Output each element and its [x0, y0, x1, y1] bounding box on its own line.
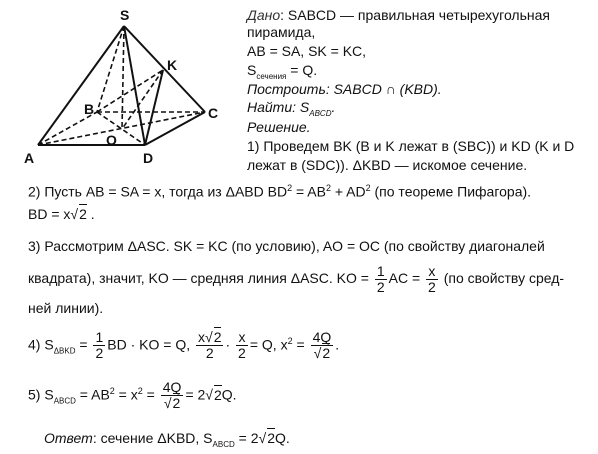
step-2-line-b: BD = x√2 .	[28, 206, 95, 222]
frac-num: 4Q	[162, 379, 182, 396]
find-label: Найти: S	[247, 99, 310, 115]
step-4-sup: 2	[287, 336, 293, 346]
answer-sqrt: 2	[267, 430, 275, 446]
given-title	[247, 7, 550, 23]
frac-den: 2	[95, 345, 104, 362]
step-3-mid: AC =	[388, 270, 421, 286]
label-b: B	[84, 101, 95, 117]
answer-sub: ABCD	[212, 439, 235, 449]
step-3-end: (по свойству сред-	[439, 270, 565, 286]
step-4-eq: =	[75, 336, 88, 353]
step-4-label: 4) S	[28, 336, 54, 353]
step-5-eq2: = 2	[185, 386, 206, 403]
step-1-line-a: 1) Проведем BK (B и K лежат в (SBC)) и KD (K и D	[247, 138, 575, 154]
frac-num: x	[236, 330, 248, 346]
step-4-eq3: =	[292, 336, 305, 353]
step-2-sup-2: 2	[325, 183, 331, 193]
edge-sa	[38, 26, 124, 145]
label-s: S	[120, 7, 130, 23]
label-o: O	[106, 132, 117, 148]
edge-sb	[97, 26, 124, 112]
step-5-mid-2: = x	[114, 386, 138, 403]
frac-num-sqrt: 2	[213, 329, 222, 346]
step-5-label: 5) S	[28, 386, 54, 403]
step-2-end: (по теореме Пифагора).	[370, 183, 532, 200]
height-so	[122, 26, 124, 129]
bd-formula: BD = x	[28, 206, 71, 222]
frac-num: x√2	[198, 329, 222, 346]
frac-den: √2	[163, 395, 181, 412]
frac-den: √2	[313, 345, 331, 362]
step-5: 5) $S_{ABCD} = AB^2 = x^2$ = $\frac{4Q}{√2}$ = 2√2Q.	[28, 379, 237, 412]
answer-end: Q.	[274, 430, 290, 446]
step-5-sup-1: 2	[109, 386, 115, 396]
frac-den: 2	[428, 278, 436, 295]
fraction-4q-sqrt2	[311, 330, 334, 361]
step-2-sup-1: 2	[287, 183, 293, 193]
frac-den-sqrt: 2	[172, 395, 181, 412]
segment-kd	[145, 70, 163, 145]
segment-bk	[97, 70, 163, 112]
given-area-sub: сечения	[256, 71, 287, 81]
step-5-sub: ABCD	[53, 396, 76, 406]
edge-dc	[145, 112, 205, 145]
step-5-end: Q.	[221, 386, 237, 403]
step-5-sqrt: 2	[213, 386, 222, 403]
label-k: K	[167, 57, 178, 73]
answer-label: Ответ	[44, 430, 93, 446]
find-sub: ABCD	[309, 108, 332, 118]
step-4-dot: ·	[225, 336, 231, 353]
given-area-value: = Q.	[286, 62, 318, 78]
step-4-sub: ΔBKD	[53, 346, 76, 356]
fraction-x-half-s4	[236, 330, 248, 361]
bd-sqrt: 2	[79, 206, 87, 222]
label-a: A	[24, 150, 35, 166]
fraction-4q-sqrt2-s5	[161, 380, 184, 411]
given-line2: пирамида,	[247, 24, 316, 40]
step-3-line-c: ней линии).	[28, 300, 104, 316]
step-4-eq2: = Q, x	[249, 336, 288, 353]
given-line3: AB = SA, SK = KC,	[247, 43, 367, 59]
step-2-sup-3: 2	[365, 183, 371, 193]
given-solution: Решение.	[247, 119, 311, 135]
given-area-symbol: S	[247, 62, 257, 78]
fraction-x-sqrt2-half	[196, 330, 223, 361]
frac-den: 2	[238, 345, 246, 362]
answer-text: : сечение ΔKBD, S	[92, 430, 213, 446]
frac-num: x	[426, 264, 438, 280]
find-end: .	[331, 99, 336, 115]
step-5-sup-2: 2	[137, 386, 143, 396]
bd-end: .	[86, 206, 95, 222]
pyramid-figure	[0, 0, 240, 180]
label-d: D	[143, 150, 154, 166]
fraction-one-half-s4	[93, 330, 105, 361]
step-4	[28, 324, 339, 368]
step-2-mid: = AB	[292, 183, 326, 200]
given-construct: Построить: SABCD ∩ (KBD).	[247, 81, 442, 97]
frac-num: 4Q	[312, 329, 332, 346]
label-c: C	[208, 105, 219, 121]
fraction-x-half	[426, 264, 438, 295]
given-label: Дано	[247, 7, 281, 23]
step-2-line-a	[28, 180, 531, 200]
step-1-line-b: лежат в (SDC)). ΔKBD — искомое сечение.	[247, 157, 528, 173]
answer-eq: = 2	[234, 430, 259, 446]
step-4-end: .	[335, 336, 340, 353]
step-5-eq: =	[142, 386, 155, 403]
step-3-text: квадрата), значит, KO — средняя линия ΔASC. KO =	[28, 270, 369, 286]
step-2-mid-2: + AD	[330, 183, 366, 200]
answer: Ответ: сечение ΔKBD, $S_{ABCD} = 2√2Q$.	[44, 430, 290, 449]
step-3-line-b	[28, 262, 564, 295]
step-5-mid: = AB	[75, 386, 110, 403]
step-4-mid: BD · KO = Q,	[107, 336, 191, 353]
step-3-line-a: 3) Рассмотрим ΔASC. SK = KC (по условию), AO = OC (по свойству диагоналей	[28, 238, 545, 254]
fraction-one-half	[375, 264, 387, 295]
frac-den: 2	[376, 278, 385, 295]
step-2-text: 2) Пусть AB = SA = x, тогда из ΔABD BD	[28, 183, 288, 200]
frac-den-sqrt: 2	[322, 345, 331, 362]
given-title-rest: : SABCD — правильная четырехугольная	[280, 7, 550, 23]
frac-den: 2	[205, 345, 214, 362]
frac-num: 1	[376, 262, 385, 279]
frac-num: 1	[95, 329, 104, 346]
frac-num-x: x	[198, 329, 205, 346]
